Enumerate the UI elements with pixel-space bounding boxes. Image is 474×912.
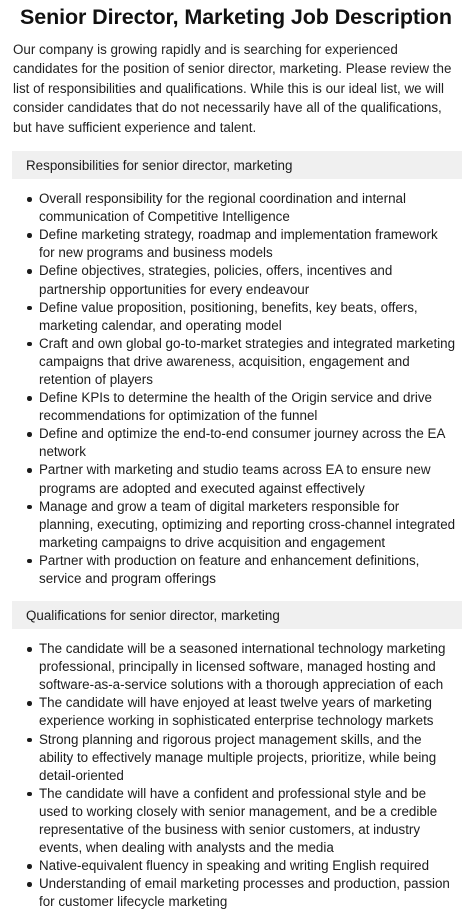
list-item: The candidate will have a confident and professional style and be used to working closely with senior management, and be a credible representative of the business with senior customers, at industry events, when dealing with analysts and the media (25, 785, 457, 857)
page-title: Senior Director, Marketing Job Description (20, 5, 452, 29)
list-item: Define marketing strategy, roadmap and implementation framework for new programs and business models (25, 226, 457, 262)
list-item: Define value proposition, positioning, benefits, key beats, offers, marketing calendar, and operating model (25, 299, 457, 335)
list-item: Partner with production on feature and enhancement definitions, service and program offerings (25, 552, 457, 588)
list-item: The candidate will have enjoyed at least twelve years of marketing experience working in sophisticated enterprise technology markets (25, 694, 457, 730)
qualifications-list (25, 640, 457, 911)
list-item: Define KPIs to determine the health of the Origin service and drive recommendations for optimization of the funnel (25, 389, 457, 425)
list-item: Define objectives, strategies, policies, offers, incentives and partnership opportunities for every endeavour (25, 262, 457, 298)
list-item: Manage and grow a team of digital marketers responsible for planning, executing, optimizing and reporting cross-channel integrated marketing campaigns to drive acquisition and engagement (25, 498, 457, 552)
responsibilities-list (25, 190, 457, 588)
list-item: Craft and own global go-to-market strategies and integrated marketing campaigns that drive awareness, acquisition, engagement and retention of players (25, 335, 457, 389)
list-item: Native-equivalent fluency in speaking and writing English required (25, 857, 457, 875)
list-item: Understanding of email marketing processes and production, passion for customer lifecycle marketing (25, 875, 457, 911)
list-item: The candidate will be a seasoned international technology marketing professional, principally in licensed software, managed hosting and software-as-a-service solutions with a thorough appreciation of each (25, 640, 457, 694)
list-item: Define and optimize the end-to-end consumer journey across the EA network (25, 425, 457, 461)
intro-paragraph: Our company is growing rapidly and is searching for experienced candidates for the position of senior director, marketing. Please review the list of responsibilities and qualifications. While this is our ideal list, we will consider candidates that do not necessarily have all of the qualifications, but have sufficient experience and talent. (13, 42, 452, 135)
qualifications-heading: Qualifications for senior director, marketing (12, 601, 462, 629)
responsibilities-heading: Responsibilities for senior director, marketing (12, 151, 462, 179)
list-item: Partner with marketing and studio teams across EA to ensure new programs are adopted and executed against effectively (25, 461, 457, 497)
list-item: Strong planning and rigorous project management skills, and the ability to effectively manage multiple projects, prioritize, while being detail-oriented (25, 731, 457, 785)
list-item: Overall responsibility for the regional coordination and internal communication of Competitive Intelligence (25, 190, 457, 226)
